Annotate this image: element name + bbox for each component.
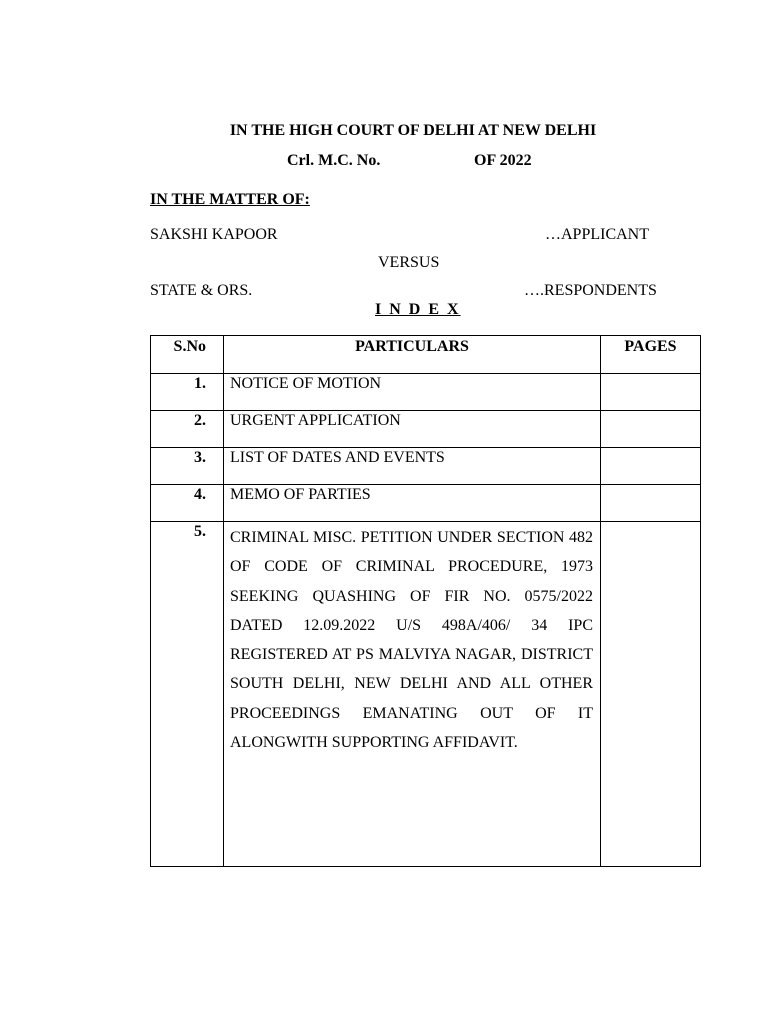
row-pages: [601, 411, 701, 448]
header-pages: PAGES: [601, 336, 701, 374]
table-row: [151, 374, 701, 411]
index-table: [150, 335, 701, 867]
table-row: [151, 485, 701, 522]
row-sno: 4.: [151, 485, 224, 522]
row-particulars: URGENT APPLICATION: [224, 411, 601, 448]
case-number-label: Crl. M.C. No.: [287, 152, 381, 169]
respondent-role: ….RESPONDENTS: [524, 282, 657, 299]
index-heading: I N D E X: [375, 301, 461, 318]
table-row: [151, 448, 701, 485]
table-header-row: [151, 336, 701, 374]
row-sno: 3.: [151, 448, 224, 485]
row-particulars: MEMO OF PARTIES: [224, 485, 601, 522]
row-sno: 2.: [151, 411, 224, 448]
table-row: [151, 522, 701, 867]
row-particulars: CRIMINAL MISC. PETITION UNDER SECTION 482 OF CODE OF CRIMINAL PROCEDURE, 1973 SEEKING QUASHING OF FIR NO. 0575/2022 DATED 12.09.2022 U/S 498A/406/ 34 IPC REGISTERED AT PS MALVIYA NAGAR, DISTRICT SOUTH DELHI, NEW DELHI AND ALL OTHER PROCEEDINGS EMANATING OUT OF IT ALONGWITH SUPPORTING AFFIDAVIT.: [224, 522, 601, 867]
case-year: OF 2022: [474, 152, 532, 169]
row-particulars: NOTICE OF MOTION: [224, 374, 601, 411]
row-particulars: LIST OF DATES AND EVENTS: [224, 448, 601, 485]
header-particulars: PARTICULARS: [224, 336, 601, 374]
row-pages: [601, 448, 701, 485]
table-row: [151, 411, 701, 448]
row-pages: [601, 374, 701, 411]
header-sno: S.No: [151, 336, 224, 374]
matter-heading: IN THE MATTER OF:: [150, 191, 310, 208]
row-sno: 1.: [151, 374, 224, 411]
versus-label: VERSUS: [378, 254, 440, 271]
applicant-name: SAKSHI KAPOOR: [150, 226, 278, 243]
court-title: IN THE HIGH COURT OF DELHI AT NEW DELHI: [229, 122, 597, 139]
applicant-role: …APPLICANT: [545, 226, 650, 243]
respondent-name: STATE & ORS.: [150, 282, 253, 299]
row-sno: 5.: [151, 522, 224, 867]
row-pages: [601, 485, 701, 522]
row-pages: [601, 522, 701, 867]
